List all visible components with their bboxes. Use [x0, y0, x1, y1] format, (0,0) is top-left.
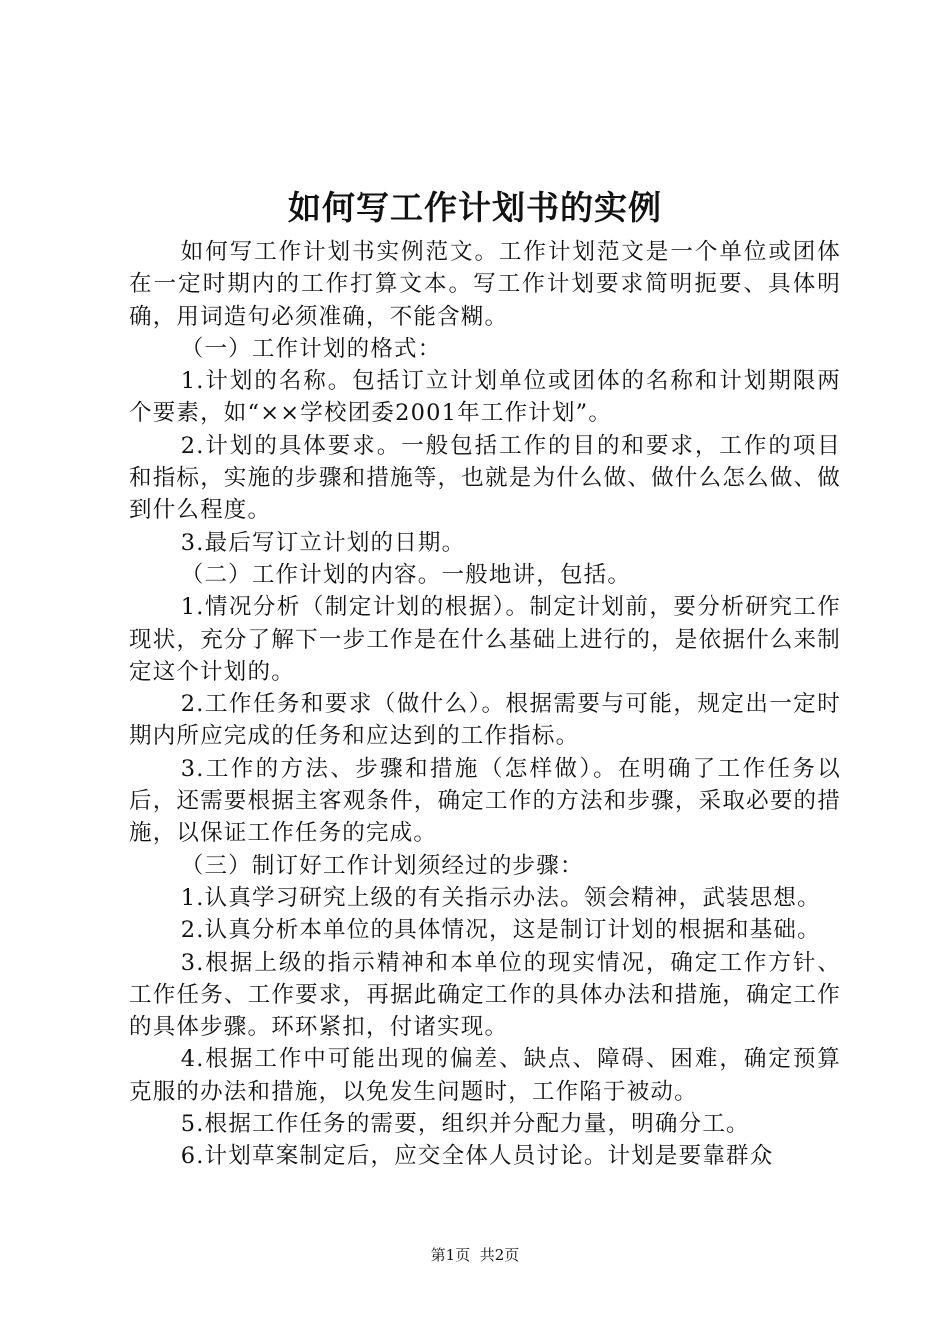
paragraph: 1.情况分析（制定计划的根据）。制定计划前，要分析研究工作现状，充分了解下一步工作是在什么基础上进行的，是依据什么来制定这个计划的。 — [129, 594, 841, 685]
paragraph: 3.最后写订立计划的日期。 — [180, 529, 466, 556]
page-footer — [0, 1245, 950, 1265]
paragraph: 3.根据上级的指示精神和本单位的现实情况，确定工作方针、工作任务、工作要求，再据此确定工作的具体办法和措施，确定工作的具体步骤。环环紧扣，付诸实现。 — [129, 949, 841, 1041]
footer-gap — [470, 1246, 480, 1264]
paragraph: 2.认真分析本单位的具体情况，这是制订计划的根据和基础。 — [180, 917, 821, 944]
paragraph: 2.工作任务和要求（做什么）。根据需要与可能，规定出一定时期内所应完成的任务和应达到的工作指标。 — [129, 691, 841, 750]
document-title: 如何写工作计划书的实例 — [288, 188, 662, 227]
page-total: 共2页 — [479, 1246, 520, 1264]
section-heading-content: （二）工作计划的内容。一般地讲，包括。 — [180, 561, 632, 588]
paragraph: 5.根据工作任务的需要，组织并分配力量，明确分工。 — [180, 1111, 750, 1138]
paragraph: 4.根据工作中可能出现的偏差、缺点、障碍、困难，确定预算克服的办法和措施，以免发生问题时，工作陷于被动。 — [129, 1046, 841, 1105]
paragraph: 1.认真学习研究上级的有关指示办法。领会精神，武装思想。 — [180, 884, 821, 911]
paragraph: 3.工作的方法、步骤和措施（怎样做）。在明确了工作任务以后，还需要根据主客观条件，确定工作的方法和步骤，采取必要的措施，以保证工作任务的完成。 — [129, 755, 841, 847]
page-number: 第1页 — [430, 1246, 471, 1264]
section-heading-format: （一）工作计划的格式： — [180, 335, 442, 362]
paragraph: 6.计划草案制定后，应交全体人员讨论。计划是要靠群众 — [180, 1143, 774, 1170]
section-heading-steps: （三）制订好工作计划须经过的步骤： — [180, 852, 584, 879]
paragraph: 1.计划的名称。包括订立计划单位或团体的名称和计划期限两个要素，如“××学校团委2001年工作计划”。 — [129, 368, 841, 427]
paragraph-intro: 如何写工作计划书实例范文。工作计划范文是一个单位或团体在一定时期内的工作打算文本。写工作计划要求简明扼要、具体明确，用词造句必须准确，不能含糊。 — [129, 239, 841, 330]
document-body — [129, 236, 841, 1173]
paragraph: 2.计划的具体要求。一般包括工作的目的和要求，工作的项目和指标，实施的步骤和措施等，也就是为什么做、做什么怎么做、做到什么程度。 — [129, 432, 841, 524]
